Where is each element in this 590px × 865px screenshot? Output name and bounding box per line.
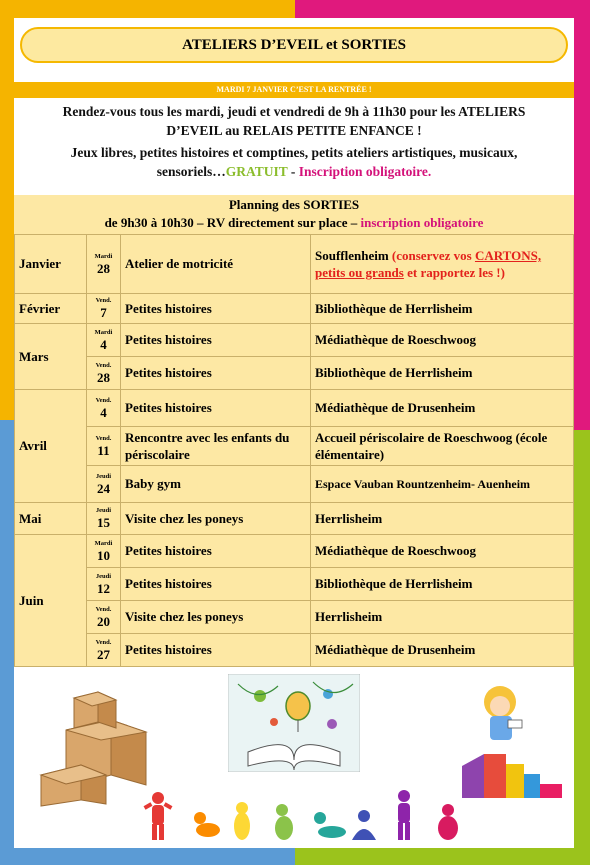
gratuit-label: GRATUIT	[225, 164, 288, 179]
date-cell	[87, 357, 121, 390]
frame-top-yellow	[0, 0, 295, 18]
intro-block	[14, 102, 574, 184]
intro-separator: -	[287, 164, 299, 179]
child-silhouette-red	[144, 792, 173, 840]
weekday: Jeudi	[95, 507, 112, 514]
table-row	[15, 535, 574, 568]
table-row	[15, 235, 574, 294]
child-silhouette-teal	[314, 812, 346, 838]
month-cell: Mai	[15, 503, 87, 535]
child-silhouette-purple	[398, 790, 410, 840]
schedule-table	[14, 234, 574, 667]
planning-header	[14, 195, 574, 234]
day-number: 28	[97, 260, 110, 276]
weekday: Vend.	[95, 297, 112, 304]
day-number: 24	[97, 480, 110, 496]
location-cell: Espace Vauban Rountzenheim- Auenheim	[311, 466, 574, 503]
date-cell	[87, 601, 121, 634]
child-silhouette-yellow	[234, 802, 250, 840]
weekday: Jeudi	[95, 472, 112, 480]
frame-left-blue	[0, 420, 14, 865]
location-cell: Herrlisheim	[311, 503, 574, 535]
child-silhouette-green	[275, 804, 293, 840]
date-cell	[87, 294, 121, 324]
child-silhouette-blue	[352, 810, 376, 840]
child-silhouette-pink	[438, 804, 458, 840]
date-cell	[87, 503, 121, 535]
frame-right-magenta	[574, 0, 590, 430]
location-note: (conservez vos	[391, 248, 475, 263]
table-row	[15, 357, 574, 390]
table-row	[15, 294, 574, 324]
day-number: 15	[97, 515, 110, 530]
location-cell: Bibliothèque de Herrlisheim	[311, 568, 574, 601]
table-row	[15, 503, 574, 535]
location-cell: Accueil périscolaire de Roeschwoog (école élémentaire)	[311, 427, 574, 466]
flyer-page	[14, 18, 574, 848]
activity-cell: Visite chez les poneys	[121, 503, 311, 535]
children-silhouettes-illustration	[142, 788, 472, 846]
date-cell	[87, 427, 121, 466]
date-cell	[87, 235, 121, 294]
table-row	[15, 601, 574, 634]
weekday: Vend.	[95, 605, 112, 613]
rentree-banner: MARDI 7 JANVIER C’EST LA RENTRÉE !	[14, 82, 574, 98]
day-number: 10	[97, 547, 110, 563]
activity-cell: Rencontre avec les enfants du périscolaire	[121, 427, 311, 466]
frame-bottom-green	[295, 848, 590, 865]
page-title	[20, 27, 568, 63]
intro-activities: Jeux libres, petites histoires et comptines, petits ateliers artistiques, musicaux, sensoriels…	[70, 145, 518, 179]
day-number: 27	[97, 646, 110, 662]
weekday: Vend.	[95, 396, 112, 404]
location-cell: Médiathèque de Drusenheim	[311, 634, 574, 667]
day-number: 20	[97, 613, 110, 629]
month-cell: Janvier	[15, 235, 87, 294]
weekday: Vend.	[95, 434, 112, 442]
inscription-label: Inscription obligatoire.	[298, 164, 432, 179]
intro-line-2	[14, 143, 574, 181]
planning-subtitle	[14, 214, 574, 232]
weekday: Mardi	[94, 328, 113, 336]
location-cell	[311, 235, 574, 294]
location-cell: Bibliothèque de Herrlisheim	[311, 294, 574, 324]
month-cell: Mars	[15, 324, 87, 390]
table-row	[15, 427, 574, 466]
location-cell: Médiathèque de Drusenheim	[311, 390, 574, 427]
date-cell	[87, 466, 121, 503]
location-cell: Médiathèque de Roeschwoog	[311, 535, 574, 568]
table-row	[15, 324, 574, 357]
activity-cell: Baby gym	[121, 466, 311, 503]
day-number: 12	[97, 580, 110, 596]
weekday: Vend.	[95, 361, 112, 369]
weekday: Vend.	[95, 638, 112, 646]
activity-cell: Petites histoires	[121, 535, 311, 568]
activity-cell: Atelier de motricité	[121, 235, 311, 294]
location-cell: Médiathèque de Roeschwoog	[311, 324, 574, 357]
month-cell: Juin	[15, 535, 87, 667]
location-note-cartons: CARTONS, petits ou grands	[315, 248, 542, 280]
day-number: 28	[97, 369, 110, 385]
table-row	[15, 634, 574, 667]
planning-subtitle-inscription: inscription obligatoire	[360, 215, 484, 230]
table-row	[15, 568, 574, 601]
location-cell: Bibliothèque de Herrlisheim	[311, 357, 574, 390]
child-silhouette-orange	[194, 812, 220, 837]
date-cell	[87, 535, 121, 568]
table-row	[15, 466, 574, 503]
date-cell	[87, 324, 121, 357]
frame-top-magenta	[295, 0, 590, 18]
activity-cell: Petites histoires	[121, 634, 311, 667]
activity-cell: Visite chez les poneys	[121, 601, 311, 634]
day-number: 4	[100, 404, 107, 420]
day-number: 4	[100, 336, 107, 352]
activity-cell: Petites histoires	[121, 324, 311, 357]
planning-subtitle-text: de 9h30 à 10h30 – RV directement sur place –	[104, 215, 358, 230]
date-cell	[87, 568, 121, 601]
activity-cell: Petites histoires	[121, 390, 311, 427]
intro-line-1: Rendez-vous tous les mardi, jeudi et vendredi de 9h à 11h30 pour les ATELIERS D’EVEIL au RELAIS PETITE ENFANCE !	[62, 104, 526, 138]
day-number: 11	[97, 442, 110, 458]
planning-title: Planning des SORTIES	[228, 197, 360, 212]
open-book-with-balloons-illustration	[228, 674, 360, 772]
date-cell	[87, 634, 121, 667]
activity-cell: Petites histoires	[121, 357, 311, 390]
date-cell	[87, 390, 121, 427]
child-on-foam-blocks-illustration	[462, 680, 570, 798]
month-cell: Avril	[15, 390, 87, 503]
activity-cell: Petites histoires	[121, 568, 311, 601]
weekday: Jeudi	[95, 572, 112, 580]
title-text: ATELIERS D’EVEIL et SORTIES	[182, 36, 406, 53]
table-row	[15, 390, 574, 427]
activity-cell: Petites histoires	[121, 294, 311, 324]
frame-left-yellow	[0, 0, 14, 420]
location-town: Soufflenheim	[315, 248, 392, 263]
weekday: Mardi	[94, 252, 113, 260]
weekday: Mardi	[94, 539, 113, 547]
frame-bottom-blue	[0, 848, 295, 865]
frame-right-green	[574, 430, 590, 865]
location-note-end: et rapportez les !)	[403, 265, 505, 280]
location-cell: Herrlisheim	[311, 601, 574, 634]
day-number: 7	[100, 305, 107, 320]
month-cell: Février	[15, 294, 87, 324]
